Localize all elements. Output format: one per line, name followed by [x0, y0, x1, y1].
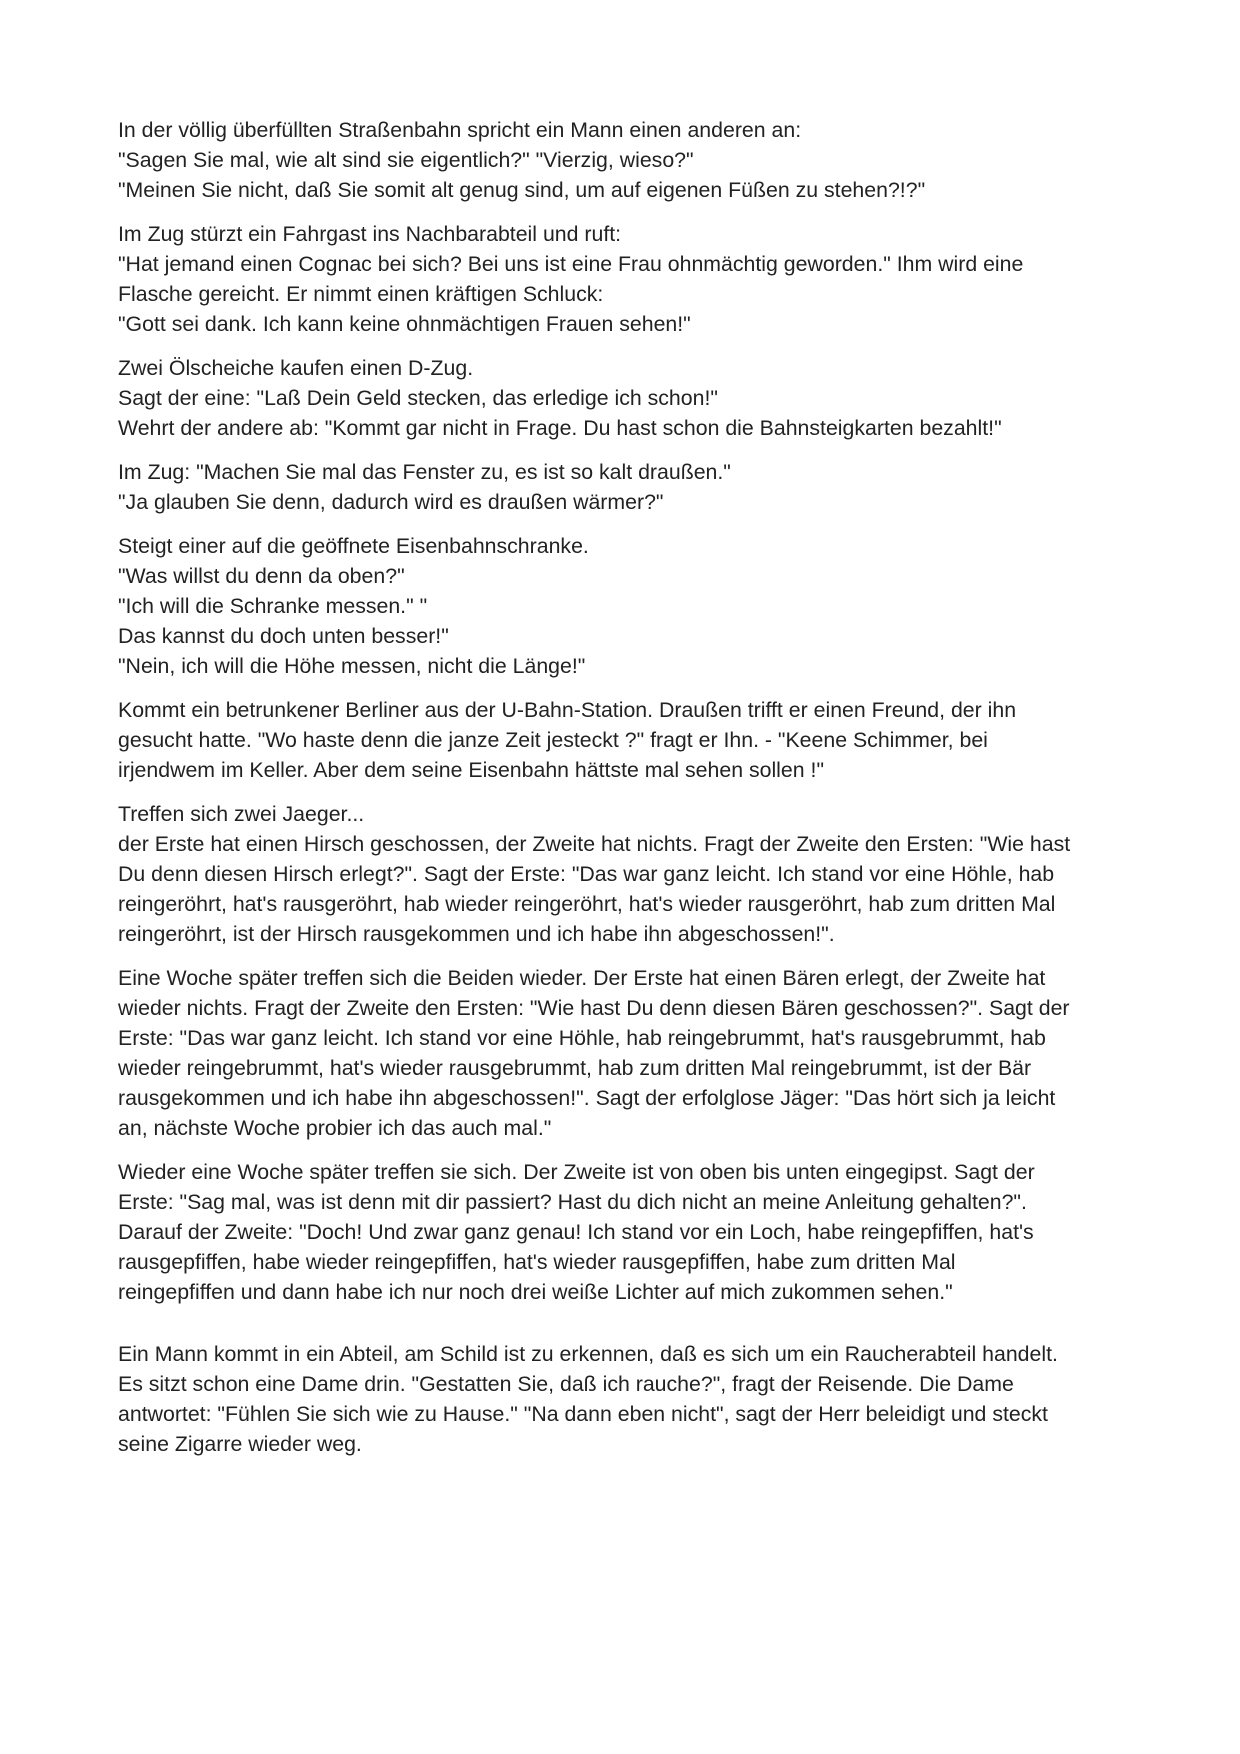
text-line: Treffen sich zwei Jaeger...	[118, 802, 365, 826]
paragraph-5	[118, 531, 1158, 681]
text-line: Steigt einer auf die geöffnete Eisenbahnschranke.	[118, 534, 589, 558]
text-line: Im Zug stürzt ein Fahrgast ins Nachbarabteil und ruft:	[118, 222, 622, 246]
text-line: Wehrt der andere ab: "Kommt gar nicht in Frage. Du hast schon die Bahnsteigkarten bezahlt!"	[118, 416, 1002, 440]
text-line: Eine Woche später treffen sich die Beiden wieder. Der Erste hat einen Bären erlegt, der Zweite hat	[118, 966, 1046, 990]
text-line: Zwei Ölscheiche kaufen einen D-Zug.	[118, 356, 474, 380]
text-line: Im Zug: "Machen Sie mal das Fenster zu, es ist so kalt draußen."	[118, 460, 731, 484]
text-line: "Nein, ich will die Höhe messen, nicht die Länge!"	[118, 654, 586, 678]
text-line: Flasche gereicht. Er nimmt einen kräftigen Schluck:	[118, 282, 604, 306]
paragraph-8	[118, 963, 1158, 1143]
paragraph-7	[118, 799, 1158, 949]
text-line: Darauf der Zweite: "Doch! Und zwar ganz genau! Ich stand vor ein Loch, habe reingepfiffen, hat's	[118, 1220, 1034, 1244]
paragraph-1	[118, 115, 1158, 205]
paragraph-2	[118, 219, 1158, 339]
text-line: reingepfiffen und dann habe ich nur noch drei weiße Lichter auf mich zukommen sehen."	[118, 1280, 953, 1304]
text-line: "Hat jemand einen Cognac bei sich? Bei uns ist eine Frau ohnmächtig geworden." Ihm wird eine	[118, 252, 1024, 276]
text-line: an, nächste Woche probier ich das auch mal."	[118, 1116, 552, 1140]
paragraph-3	[118, 353, 1158, 443]
text-line: antwortet: "Fühlen Sie sich wie zu Hause." "Na dann eben nicht", sagt der Herr beleidigt und steckt	[118, 1402, 1048, 1426]
paragraph-4	[118, 457, 1158, 517]
text-line: irjendwem im Keller. Aber dem seine Eisenbahn hättste mal sehen sollen !"	[118, 758, 824, 782]
text-line: Kommt ein betrunkener Berliner aus der U-Bahn-Station. Draußen trifft er einen Freund, der ihn	[118, 698, 1017, 722]
text-line: Erste: "Sag mal, was ist denn mit dir passiert? Hast du dich nicht an meine Anleitung gehalten?".	[118, 1190, 1027, 1214]
text-line: "Ja glauben Sie denn, dadurch wird es draußen wärmer?"	[118, 490, 664, 514]
text-line: "Sagen Sie mal, wie alt sind sie eigentlich?" "Vierzig, wieso?"	[118, 148, 694, 172]
text-line: rausgepfiffen, habe wieder reingepfiffen, hat's wieder rausgepfiffen, habe zum dritten Mal	[118, 1250, 956, 1274]
text-line: Ein Mann kommt in ein Abteil, am Schild ist zu erkennen, daß es sich um ein Raucherabteil handelt.	[118, 1342, 1058, 1366]
text-line: Es sitzt schon eine Dame drin. "Gestatten Sie, daß ich rauche?", fragt der Reisende. Die Dame	[118, 1372, 1014, 1396]
document-body	[118, 115, 1158, 1473]
text-line: Wieder eine Woche später treffen sie sich. Der Zweite ist von oben bis unten eingegipst. Sagt der	[118, 1160, 1035, 1184]
text-line: reingeröhrt, ist der Hirsch rausgekommen und ich habe ihn abgeschossen!".	[118, 922, 835, 946]
text-line: Sagt der eine: "Laß Dein Geld stecken, das erledige ich schon!"	[118, 386, 718, 410]
text-line: Erste: "Das war ganz leicht. Ich stand vor eine Höhle, hab reingebrummt, hat's rausgebrummt, hab	[118, 1026, 1046, 1050]
text-line: reingeröhrt, hat's rausgeröhrt, hab wieder reingeröhrt, hat's wieder rausgeröhrt, hab zum dritten Mal	[118, 892, 1056, 916]
text-line: wieder reingebrummt, hat's wieder rausgebrummt, hab zum dritten Mal reingebrummt, ist der Bär	[118, 1056, 1032, 1080]
text-line: "Meinen Sie nicht, daß Sie somit alt genug sind, um auf eigenen Füßen zu stehen?!?"	[118, 178, 926, 202]
text-line: Das kannst du doch unten besser!"	[118, 624, 449, 648]
text-line: "Ich will die Schranke messen." "	[118, 594, 428, 618]
text-line: In der völlig überfüllten Straßenbahn spricht ein Mann einen anderen an:	[118, 118, 802, 142]
text-line: Du denn diesen Hirsch erlegt?". Sagt der Erste: "Das war ganz leicht. Ich stand vor eine Höhle, hab	[118, 862, 1055, 886]
text-line: wieder nichts. Fragt der Zweite den Ersten: "Wie hast Du denn diesen Bären geschossen?". Sagt der	[118, 996, 1070, 1020]
text-line: der Erste hat einen Hirsch geschossen, der Zweite hat nichts. Fragt der Zweite den Ersten: "Wie hast	[118, 832, 1071, 856]
text-line: "Was willst du denn da oben?"	[118, 564, 405, 588]
text-line: seine Zigarre wieder weg.	[118, 1432, 362, 1456]
paragraph-9	[118, 1157, 1158, 1307]
paragraph-10	[118, 1339, 1158, 1459]
text-line: "Gott sei dank. Ich kann keine ohnmächtigen Frauen sehen!"	[118, 312, 691, 336]
text-line: rausgekommen und ich habe ihn abgeschossen!". Sagt der erfolglose Jäger: "Das hört sich ja leicht	[118, 1086, 1056, 1110]
text-line: gesucht hatte. "Wo haste denn die janze Zeit jesteckt ?" fragt er Ihn. - "Keene Schimmer, bei	[118, 728, 988, 752]
paragraph-6	[118, 695, 1158, 785]
